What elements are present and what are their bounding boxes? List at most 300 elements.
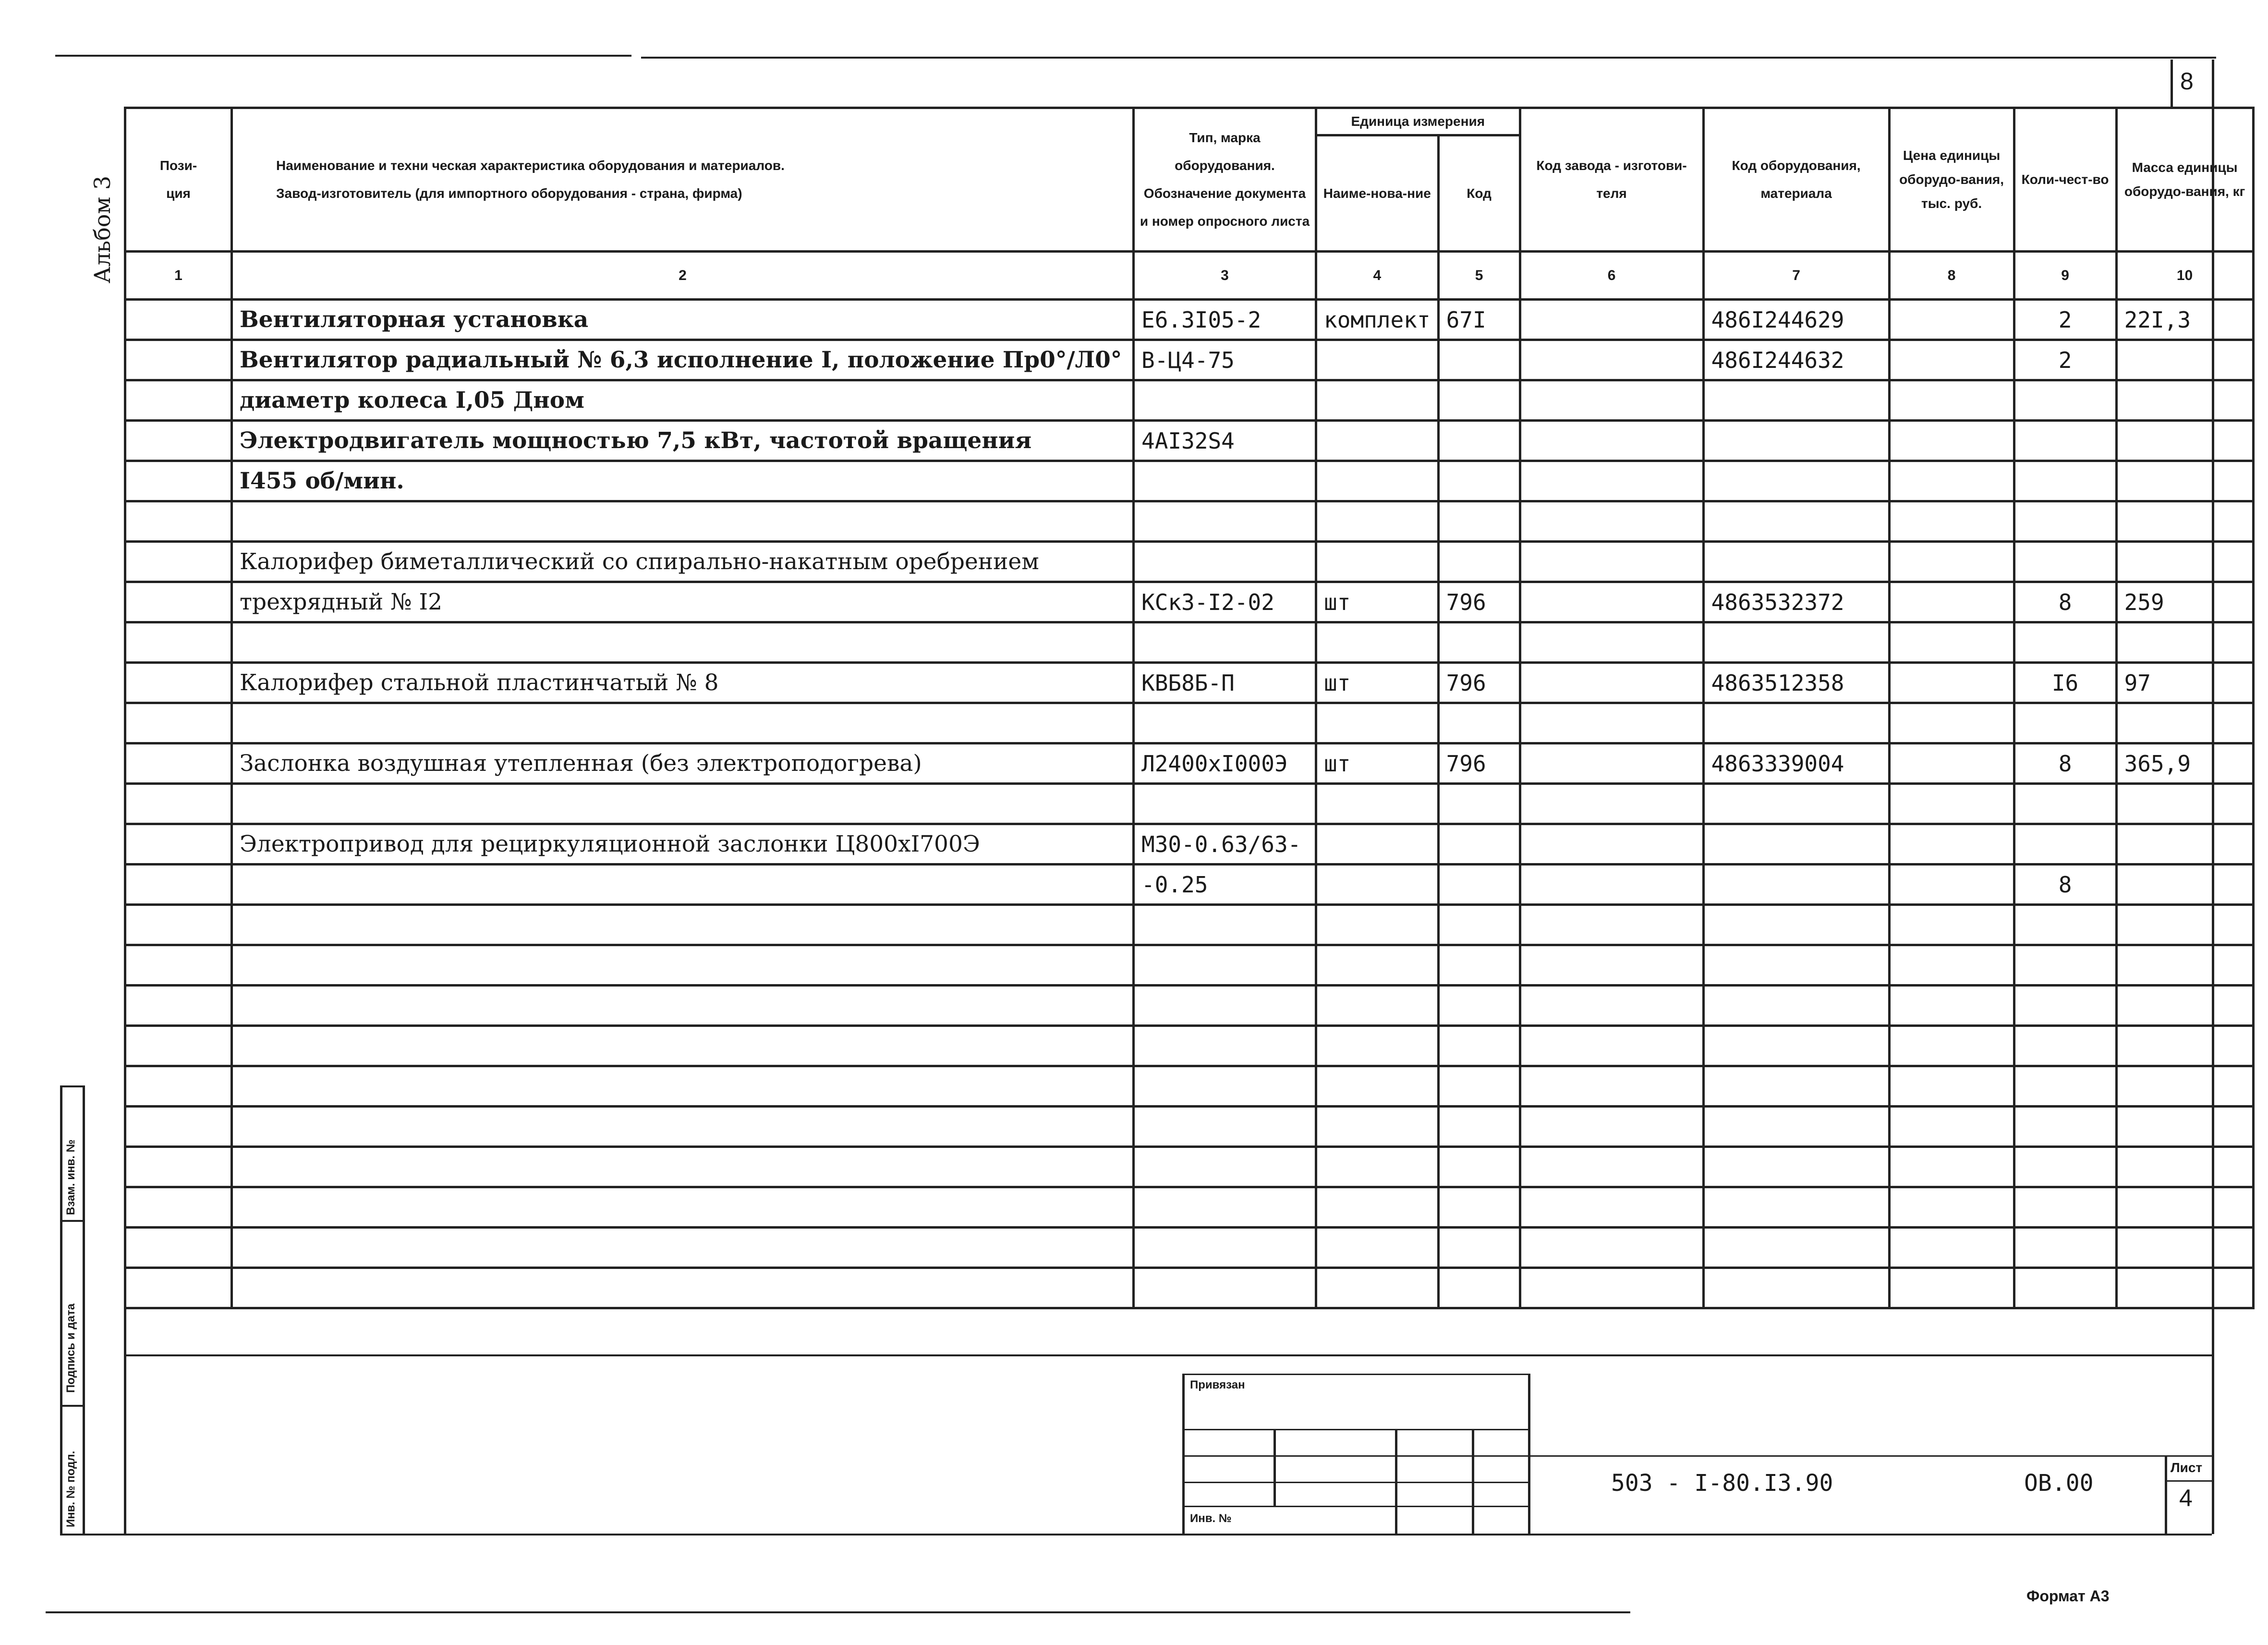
strip-left [60, 1085, 62, 1535]
table-cell: 2 [2014, 340, 2116, 380]
header-price: Цена единицы оборудо-вания, тыс. руб. [1889, 108, 2014, 252]
table-cell [1134, 461, 1316, 501]
table-cell [1889, 986, 2014, 1026]
document-designation: 503 - I-80.I3.90 [1611, 1470, 1833, 1497]
table-cell [1703, 784, 1889, 824]
table-cell [1134, 501, 1316, 542]
table-cell [2014, 986, 2116, 1026]
table-cell [2116, 542, 2253, 582]
table-cell [1889, 824, 2014, 865]
header-type: Тип, марка оборудования. Обозначение документа и номер опросного листа [1134, 108, 1316, 252]
table-cell [1703, 703, 1889, 743]
table-cell: I455 об/мин. [232, 461, 1134, 501]
table-cell [1316, 1268, 1439, 1308]
table-cell: М30-0.63/63- [1134, 824, 1316, 865]
table-cell [1520, 1026, 1703, 1066]
table-cell: КВБ8Б-П [1134, 663, 1316, 703]
table-cell [1703, 421, 1889, 461]
table-cell: 22I,3 [2116, 300, 2253, 340]
table-cell [1438, 824, 1520, 865]
table-cell [1703, 1187, 1889, 1228]
table-cell [1438, 905, 1520, 945]
table-cell [1889, 300, 2014, 340]
tb-row-1 [1182, 1429, 1530, 1430]
table-cell [1438, 380, 1520, 421]
table-cell: КСк3-I2-02 [1134, 582, 1316, 622]
table-row [125, 905, 2254, 945]
document-section: ОВ.00 [2024, 1470, 2094, 1497]
table-cell [1520, 743, 1703, 784]
table-cell: 796 [1438, 663, 1520, 703]
table-cell [232, 501, 1134, 542]
table-cell [1134, 905, 1316, 945]
table-cell [1520, 421, 1703, 461]
table-cell [1134, 784, 1316, 824]
table-cell [125, 1026, 232, 1066]
table-cell [1520, 986, 1703, 1026]
table-cell [2014, 1026, 2116, 1066]
table-cell [2116, 1268, 2253, 1308]
table-cell [1438, 1187, 1520, 1228]
table-cell [2116, 945, 2253, 986]
table-cell: 486I244632 [1703, 340, 1889, 380]
table-cell [1889, 1187, 2014, 1228]
header-mass: Масса единицы оборудо-вания, кг [2116, 108, 2253, 252]
table-cell [2014, 1147, 2116, 1187]
tb-left [1182, 1374, 1185, 1535]
table-cell [232, 1147, 1134, 1187]
table-row [125, 1107, 2254, 1147]
table-cell [1316, 1187, 1439, 1228]
table-cell [2014, 1187, 2116, 1228]
table-cell [1134, 1107, 1316, 1147]
table-cell [1889, 703, 2014, 743]
table-cell [1438, 1066, 1520, 1107]
table-cell [1438, 1026, 1520, 1066]
table-cell [1438, 622, 1520, 663]
table-cell [1316, 461, 1439, 501]
table-cell: 486I244629 [1703, 300, 1889, 340]
strip-mid [83, 1085, 85, 1535]
table-cell [1134, 1228, 1316, 1268]
col-number: 5 [1438, 252, 1520, 300]
table-cell [1703, 1107, 1889, 1147]
table-cell [232, 905, 1134, 945]
table-row [125, 622, 2254, 663]
table-row [125, 1026, 2254, 1066]
table-cell [1134, 1026, 1316, 1066]
table-row [125, 1187, 2254, 1228]
table-row [125, 461, 2254, 501]
table-row [125, 542, 2254, 582]
table-cell [1438, 986, 1520, 1026]
table-cell [2014, 824, 2116, 865]
table-cell: шт [1316, 582, 1439, 622]
table-cell [1889, 663, 2014, 703]
table-cell [1134, 1187, 1316, 1228]
table-cell [1438, 784, 1520, 824]
header-row [125, 108, 2254, 135]
table-cell [1703, 380, 1889, 421]
table-cell [1438, 1147, 1520, 1187]
corner-divider [2171, 60, 2173, 108]
table-cell [1889, 784, 2014, 824]
table-cell [2116, 824, 2253, 865]
table-cell [1316, 340, 1439, 380]
album-label: Альбом 3 [89, 175, 115, 283]
table-cell [2014, 421, 2116, 461]
table-cell [125, 622, 232, 663]
table-cell: 67I [1438, 300, 1520, 340]
table-cell [1316, 501, 1439, 542]
table-cell [1520, 703, 1703, 743]
table-cell [2116, 865, 2253, 905]
table-cell [1316, 622, 1439, 663]
table-row [125, 784, 2254, 824]
table-cell [1438, 865, 1520, 905]
col-number: 7 [1703, 252, 1889, 300]
table-cell [1316, 1228, 1439, 1268]
top-rule-right [641, 57, 2216, 59]
table-cell: 8 [2014, 743, 2116, 784]
table-cell [1520, 300, 1703, 340]
table-row [125, 501, 2254, 542]
table-cell [1889, 582, 2014, 622]
table-cell [125, 1066, 232, 1107]
table-cell [1316, 380, 1439, 421]
table-cell: Заслонка воздушная утепленная (без электроподогрева) [232, 743, 1134, 784]
bottom-frame-top [124, 1354, 2212, 1356]
table-cell: 8 [2014, 865, 2116, 905]
header-position: Пози- ция [125, 108, 232, 252]
table-cell [232, 1066, 1134, 1107]
tb-row-3 [1182, 1482, 1530, 1483]
table-cell [232, 784, 1134, 824]
table-row [125, 865, 2254, 905]
col-number: 1 [125, 252, 232, 300]
table-cell [2116, 622, 2253, 663]
table-cell [2116, 380, 2253, 421]
table-cell [1889, 1026, 2014, 1066]
tb-sheet-left [2165, 1455, 2167, 1535]
table-cell [232, 1187, 1134, 1228]
table-cell [232, 1107, 1134, 1147]
table-body [125, 300, 2254, 1308]
table-cell [232, 1228, 1134, 1268]
table-cell: Калорифер биметаллический со спирально-накатным оребрением [232, 542, 1134, 582]
top-rule-left [55, 55, 631, 57]
table-cell [1889, 340, 2014, 380]
table-cell [125, 340, 232, 380]
table-row [125, 582, 2254, 622]
table-cell [2014, 622, 2116, 663]
table-cell [2014, 1268, 2116, 1308]
col-number: 3 [1134, 252, 1316, 300]
table-cell [1134, 380, 1316, 421]
table-row [125, 703, 2254, 743]
table-cell [125, 986, 232, 1026]
table-cell [125, 300, 232, 340]
table-cell [1134, 1066, 1316, 1107]
table-cell: 796 [1438, 582, 1520, 622]
table-cell [1520, 905, 1703, 945]
table-cell [1703, 945, 1889, 986]
table-cell [1703, 905, 1889, 945]
strip-podpis-label: Подпись и дата [64, 1304, 77, 1393]
header-unit-group: Единица измерения [1316, 108, 1520, 135]
inv-number-label: Инв. № [1190, 1512, 1232, 1525]
table-cell [1520, 1228, 1703, 1268]
col-number: 10 [2116, 252, 2253, 300]
bottom-frame-bottom [60, 1534, 2212, 1535]
table-cell: Вентилятор радиальный № 6,3 исполнение I, положение Пр0°/Л0° [232, 340, 1134, 380]
table-cell: Л2400хI000Э [1134, 743, 1316, 784]
strip-div-1 [60, 1220, 84, 1222]
table-row [125, 340, 2254, 380]
table-cell [1438, 1107, 1520, 1147]
table-cell [1520, 501, 1703, 542]
table-cell [232, 865, 1134, 905]
table-cell [1134, 1147, 1316, 1187]
table-cell: трехрядный № I2 [232, 582, 1134, 622]
sheet-number: 4 [2179, 1485, 2193, 1511]
tb-right [1528, 1374, 1530, 1535]
table-cell [1703, 865, 1889, 905]
table-cell [1520, 865, 1703, 905]
table-row [125, 1066, 2254, 1107]
strip-inv-label: Инв. № подл. [64, 1450, 77, 1527]
table-cell [1316, 421, 1439, 461]
table-cell [2116, 461, 2253, 501]
header-equipment-code: Код оборудования, материала [1703, 108, 1889, 252]
table-cell [1134, 986, 1316, 1026]
tb-row-4 [1182, 1506, 1530, 1507]
table-cell [1438, 1268, 1520, 1308]
table-cell [1316, 986, 1439, 1026]
table-cell [1889, 380, 2014, 421]
table-cell: Калорифер стальной пластинчатый № 8 [232, 663, 1134, 703]
table-cell [1889, 542, 2014, 582]
table-cell [1889, 743, 2014, 784]
table-cell [125, 421, 232, 461]
table-cell [1889, 945, 2014, 986]
table-cell [1889, 865, 2014, 905]
table-cell: -0.25 [1134, 865, 1316, 905]
table-cell [2116, 421, 2253, 461]
table-cell [2014, 1066, 2116, 1107]
table-cell [125, 865, 232, 905]
table-cell [1520, 1066, 1703, 1107]
table-cell [1316, 1066, 1439, 1107]
table-cell: Электропривод для рециркуляционной заслонки Ц800хI700Э [232, 824, 1134, 865]
table-cell: В-Ц4-75 [1134, 340, 1316, 380]
header-unit-name: Наиме-нова-ние [1316, 135, 1439, 252]
table-cell: 4863339004 [1703, 743, 1889, 784]
table-cell [2116, 1026, 2253, 1066]
table-cell [1438, 945, 1520, 986]
table-row [125, 421, 2254, 461]
table-cell [125, 1268, 232, 1308]
table-cell [1316, 1026, 1439, 1066]
table-cell [125, 1228, 232, 1268]
table-cell [2116, 501, 2253, 542]
table-cell [1703, 1268, 1889, 1308]
table-cell [1316, 905, 1439, 945]
table-cell [1703, 1066, 1889, 1107]
table-cell: шт [1316, 743, 1439, 784]
header-unit-code: Код [1438, 135, 1520, 252]
table-cell: 2 [2014, 300, 2116, 340]
table-row [125, 1147, 2254, 1187]
table-cell: комплект [1316, 300, 1439, 340]
table-cell: I6 [2014, 663, 2116, 703]
table-cell [125, 1187, 232, 1228]
table-cell [1703, 461, 1889, 501]
table-cell [1520, 582, 1703, 622]
strip-top [60, 1085, 84, 1087]
table-cell: 4863532372 [1703, 582, 1889, 622]
table-cell [2014, 1228, 2116, 1268]
table-cell [1520, 1147, 1703, 1187]
tb-col-1 [1273, 1429, 1276, 1506]
table-cell [1889, 1107, 2014, 1147]
table-cell [1438, 501, 1520, 542]
sheet-corner-number: 8 [2180, 68, 2194, 95]
table-cell [2116, 1147, 2253, 1187]
table-cell [1703, 501, 1889, 542]
table-cell [2014, 905, 2116, 945]
table-cell [1438, 340, 1520, 380]
table-row [125, 300, 2254, 340]
table-cell [2014, 1107, 2116, 1147]
table-cell: диаметр колеса I,05 Дном [232, 380, 1134, 421]
table-cell: Е6.3I05-2 [1134, 300, 1316, 340]
table-cell [2116, 1107, 2253, 1147]
table-cell [125, 905, 232, 945]
table-cell [2116, 1228, 2253, 1268]
table-cell [232, 1268, 1134, 1308]
table-cell [2116, 784, 2253, 824]
table-cell [2014, 703, 2116, 743]
table-cell: 97 [2116, 663, 2253, 703]
table-cell [125, 784, 232, 824]
table-cell [1316, 542, 1439, 582]
table-cell [1316, 1147, 1439, 1187]
format-label: Формат А3 [2026, 1587, 2110, 1605]
table-cell [125, 663, 232, 703]
table-row [125, 663, 2254, 703]
col-number: 9 [2014, 252, 2116, 300]
table-cell [125, 743, 232, 784]
col-number: 4 [1316, 252, 1439, 300]
table-cell [125, 945, 232, 986]
table-cell [1889, 905, 2014, 945]
table-cell [1520, 1268, 1703, 1308]
table-cell [232, 703, 1134, 743]
table-cell [1316, 703, 1439, 743]
left-frame [124, 107, 126, 1535]
table-row [125, 824, 2254, 865]
tb-col-2 [1395, 1429, 1397, 1535]
table-cell [1438, 542, 1520, 582]
tb-stamp-top [1528, 1455, 2212, 1457]
table-cell [1316, 865, 1439, 905]
table-cell [2014, 461, 2116, 501]
table-cell [125, 1147, 232, 1187]
table-cell [232, 986, 1134, 1026]
table-cell [1889, 461, 2014, 501]
tb-top [1182, 1374, 1530, 1375]
table-cell [125, 501, 232, 542]
table-cell [2014, 784, 2116, 824]
table-cell [1703, 622, 1889, 663]
table-cell [2116, 1066, 2253, 1107]
bottom-rule [46, 1611, 1630, 1613]
table-cell [1520, 945, 1703, 986]
table-cell [1703, 986, 1889, 1026]
table-cell [1889, 1147, 2014, 1187]
table-cell [1316, 945, 1439, 986]
sheet-label: Лист [2171, 1460, 2203, 1475]
table-cell [2116, 1187, 2253, 1228]
table-cell [2014, 501, 2116, 542]
table-cell: 8 [2014, 582, 2116, 622]
table-cell: 365,9 [2116, 743, 2253, 784]
column-number-row [125, 252, 2254, 300]
strip-vzam-label: Взам. инв. № [64, 1139, 77, 1215]
table-cell [1520, 340, 1703, 380]
table-cell [1134, 542, 1316, 582]
table-cell [1520, 663, 1703, 703]
table-cell [1134, 703, 1316, 743]
table-cell [1438, 461, 1520, 501]
table-cell [125, 703, 232, 743]
table-cell [1520, 461, 1703, 501]
table-cell [1520, 824, 1703, 865]
table-cell [125, 582, 232, 622]
col-number: 2 [232, 252, 1134, 300]
table-row [125, 380, 2254, 421]
table-cell [1520, 542, 1703, 582]
tb-row-2 [1182, 1455, 1530, 1457]
tb-sheet-div [2165, 1480, 2212, 1482]
table-cell [1438, 1228, 1520, 1268]
table-cell [1703, 1026, 1889, 1066]
header-name: Наименование и техни ческая характеристика оборудования и материалов. Завод-изготовитель (для импортного оборудования - страна, фирма) [232, 108, 1134, 252]
strip-div-2 [60, 1405, 84, 1407]
table-cell [1438, 703, 1520, 743]
table-cell [1134, 1268, 1316, 1308]
table-cell [2014, 945, 2116, 986]
table-cell [2014, 542, 2116, 582]
table-cell: Электродвигатель мощностью 7,5 кВт, частотой вращения [232, 421, 1134, 461]
table-cell: Вентиляторная установка [232, 300, 1134, 340]
tb-col-3 [1472, 1429, 1474, 1535]
col-number: 8 [1889, 252, 2014, 300]
table-cell [125, 542, 232, 582]
table-cell [2116, 986, 2253, 1026]
table-cell: шт [1316, 663, 1439, 703]
table-cell [125, 461, 232, 501]
table-cell [1520, 1107, 1703, 1147]
col-number: 6 [1520, 252, 1703, 300]
table-row [125, 945, 2254, 986]
table-cell [1316, 824, 1439, 865]
table-row [125, 1268, 2254, 1308]
table-cell [2116, 340, 2253, 380]
table-cell [125, 380, 232, 421]
table-cell: 259 [2116, 582, 2253, 622]
